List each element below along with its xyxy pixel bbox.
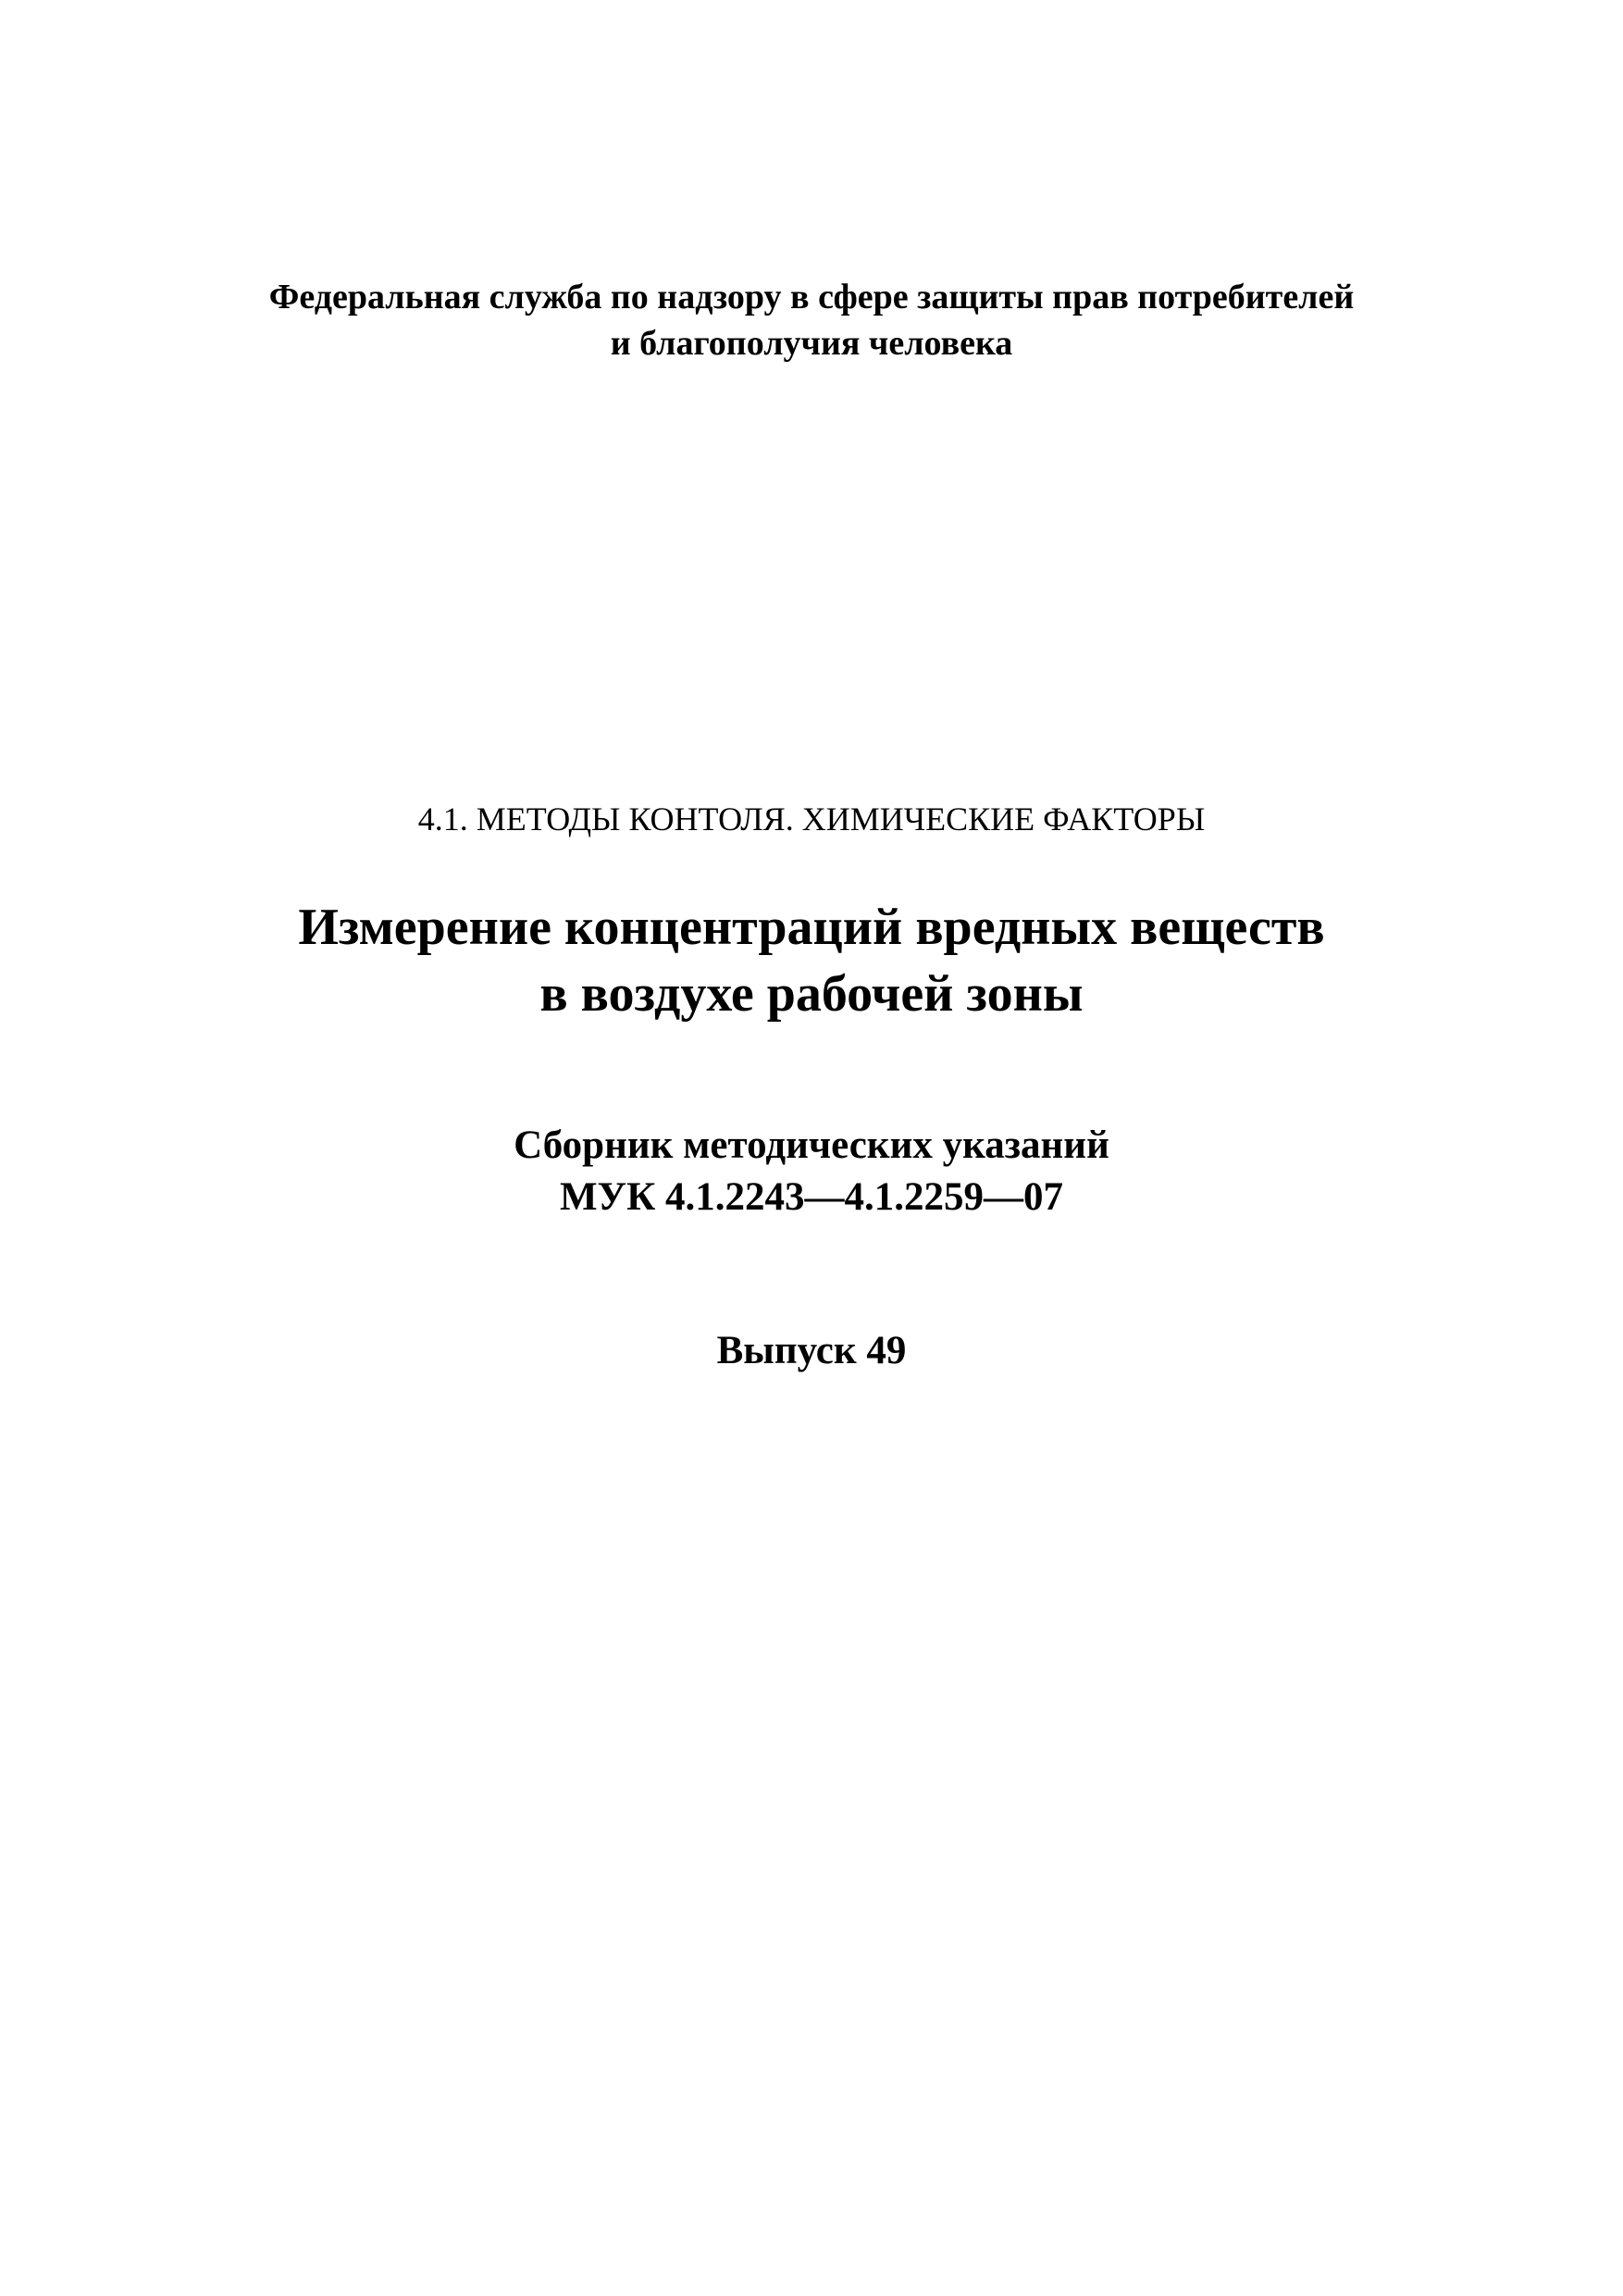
collection-name: Сборник методических указаний [514,1123,1109,1167]
agency-name-line-1: Федеральная служба по надзору в сфере защиты прав потребителей [268,278,1355,316]
series-heading-text: 4.1. МЕТОДЫ КОНТОЛЯ. ХИМИЧЕСКИЕ ФАКТОРЫ [417,800,1206,838]
issue-number [0,1325,1623,1377]
agency-name [0,274,1623,366]
document-title [0,894,1623,1027]
issue-number-text: Выпуск 49 [716,1329,907,1372]
agency-name-line-2: и благополучия человека [610,324,1013,363]
document-title-line-1: Измерение концентраций вредных веществ [298,899,1325,956]
collection-info [0,1120,1623,1223]
document-title-line-2: в воздухе рабочей зоны [539,965,1084,1023]
collection-code: МУК 4.1.2243—4.1.2259—07 [559,1175,1064,1219]
series-heading [0,798,1623,840]
